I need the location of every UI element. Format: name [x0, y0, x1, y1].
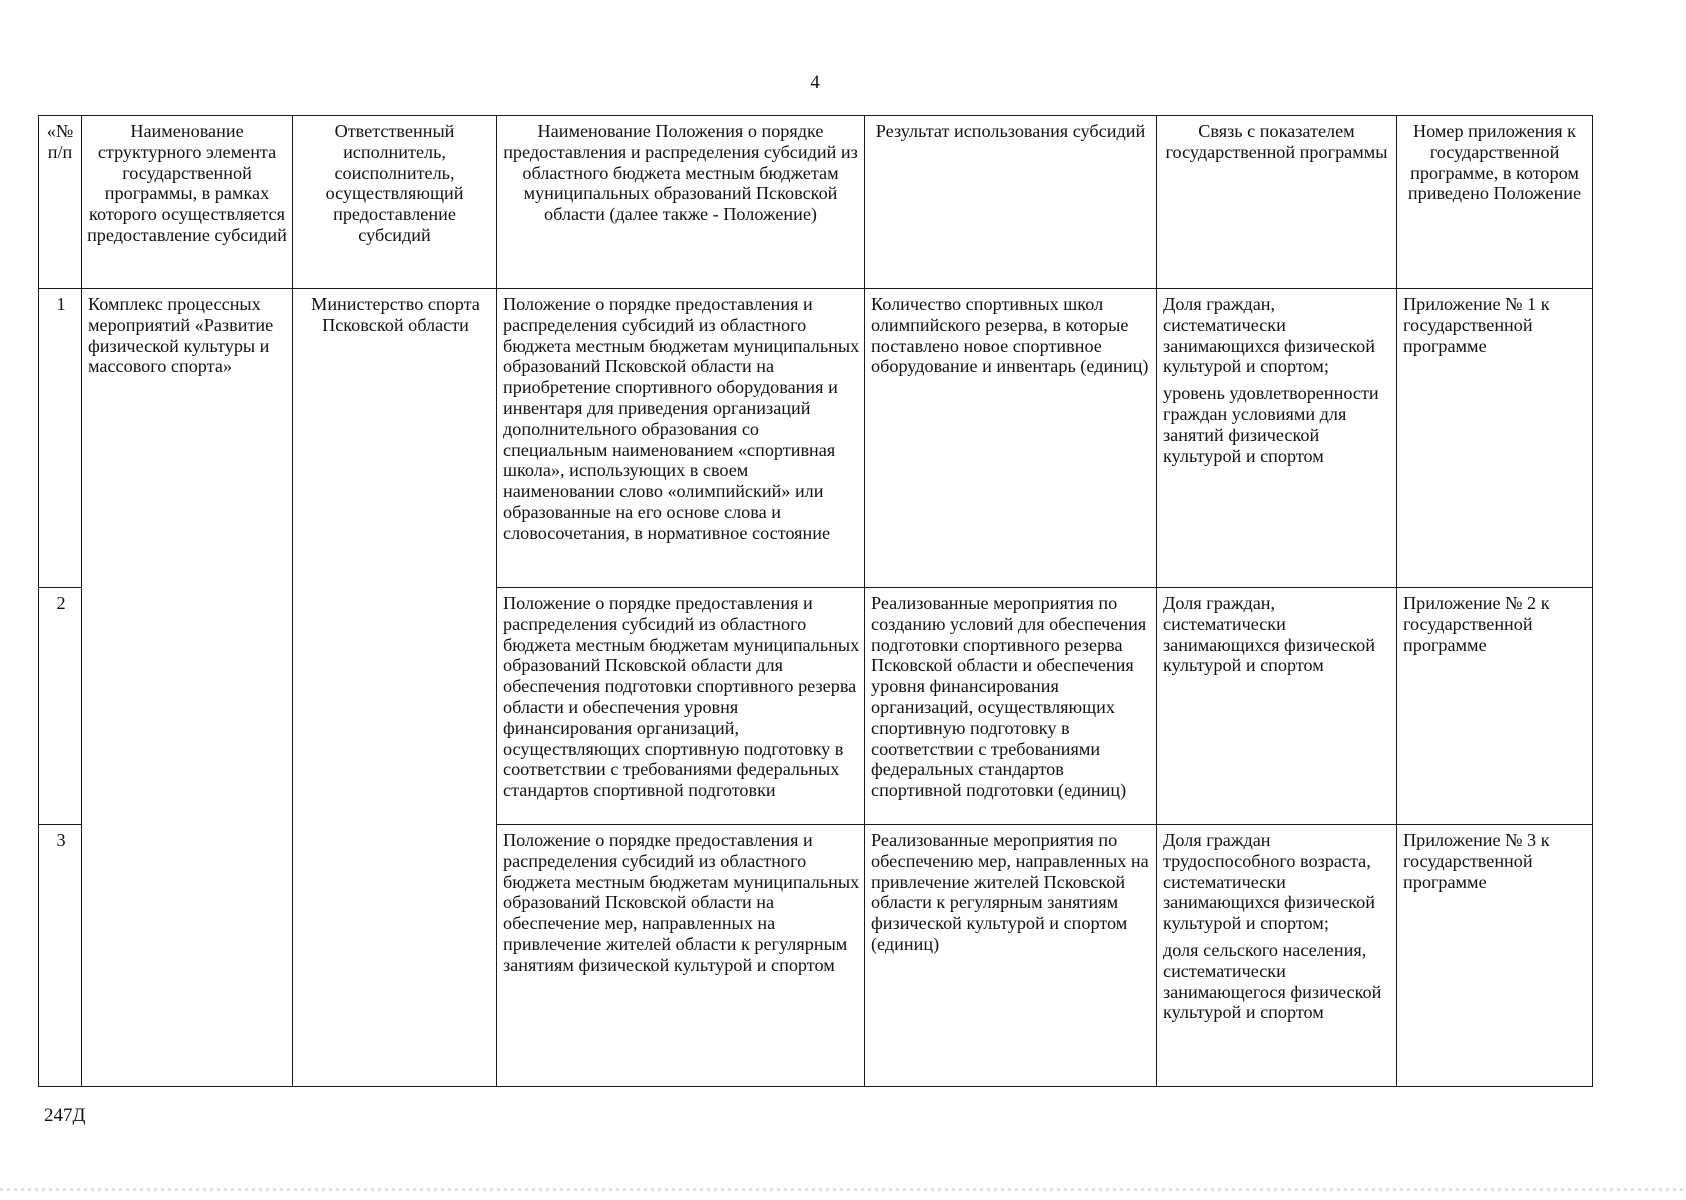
row-number: 1 [39, 289, 82, 588]
header-regulation-name: Наименование Положения о порядке предоставления и распределения субсидий из областного бюджета местным бюджетам муниципальных образований Псковской области (далее также - Положение) [497, 116, 865, 289]
indicator-text: Доля граждан, систематически занимающихся физической культурой и спортом; [1163, 294, 1375, 377]
result-cell: Реализованные мероприятия по созданию условий для обеспечения подготовки спортивного резерва Псковской области и обеспечения уровня финансирования организаций, осуществляющих спортивную подготовку в соответствии с требованиями федеральных стандартов спортивной подготовки (единиц) [865, 588, 1157, 825]
result-cell: Количество спортивных школ олимпийского резерва, в которые поставлено новое спортивное оборудование и инвентарь (единиц) [865, 289, 1157, 588]
page-number: 4 [810, 72, 820, 93]
indicator-text: Доля граждан трудоспособного возраста, систематически занимающихся физической культурой и спортом; [1163, 830, 1375, 934]
header-result: Результат использования субсидий [865, 116, 1157, 289]
header-appendix-number: Номер приложения к государственной программе, в котором приведено Положение [1397, 116, 1593, 289]
regulation-cell: Положение о порядке предоставления и распределения субсидий из областного бюджета местным бюджетам муниципальных образований Псковской области на обеспечение мер, направленных на привлечение жителей области к регулярным занятиям физической культурой и спортом [497, 825, 865, 1087]
header-structural-element: Наименование структурного элемента государственной программы, в рамках которого осуществляется предоставление субсидий [82, 116, 293, 289]
indicator-text: Доля граждан, систематически занимающихся физической культурой и спортом [1163, 593, 1375, 676]
header-responsible: Ответственный исполнитель, соисполнитель, осуществляющий предоставление субсидий [293, 116, 497, 289]
indicator-cell [1157, 825, 1397, 1087]
scan-edge-line [0, 1188, 1686, 1191]
responsible-cell: Министерство спорта Псковской области [293, 289, 497, 1087]
regulation-cell: Положение о порядке предоставления и распределения субсидий из областного бюджета местным бюджетам муниципальных образований Псковской области на приобретение спортивного оборудования и инвентаря для приведения организаций дополнительного образования со специальным наименованием «спортивная школа», использующих в своем наименовании слово «олимпийский» или образованные на его основе слова и словосочетания, в нормативное состояние [497, 289, 865, 588]
row-number: 2 [39, 588, 82, 825]
document-code: 247Д [44, 1105, 86, 1126]
header-indicator-link: Связь с показателем государственной программы [1157, 116, 1397, 289]
row-number: 3 [39, 825, 82, 1087]
indicator-cell [1157, 289, 1397, 588]
structural-element-cell: Комплекс процессных мероприятий «Развитие физической культуры и массового спорта» [82, 289, 293, 1087]
appendix-cell: Приложение № 2 к государственной программе [1397, 588, 1593, 825]
result-cell: Реализованные мероприятия по обеспечению мер, направленных на привлечение жителей Псковской области к регулярным занятиям физической культурой и спортом (единиц) [865, 825, 1157, 1087]
appendix-cell: Приложение № 1 к государственной программе [1397, 289, 1593, 588]
subsidy-table [38, 115, 1593, 1087]
indicator-text: доля сельского населения, систематически занимающегося физической культурой и спортом [1163, 939, 1382, 1023]
header-number: «№ п/п [39, 116, 82, 289]
table-row [39, 289, 1593, 588]
regulation-cell: Положение о порядке предоставления и распределения субсидий из областного бюджета местным бюджетам муниципальных образований Псковской области для обеспечения подготовки спортивного резерва области и обеспечения уровня финансирования организаций, осуществляющих спортивную подготовку в соответствии с требованиями федеральных стандартов спортивной подготовки [497, 588, 865, 825]
indicator-cell [1157, 588, 1397, 825]
table-header-row [39, 116, 1593, 289]
appendix-cell: Приложение № 3 к государственной программе [1397, 825, 1593, 1087]
indicator-text: уровень удовлетворенности граждан условиями для занятий физической культурой и спортом [1163, 383, 1379, 466]
